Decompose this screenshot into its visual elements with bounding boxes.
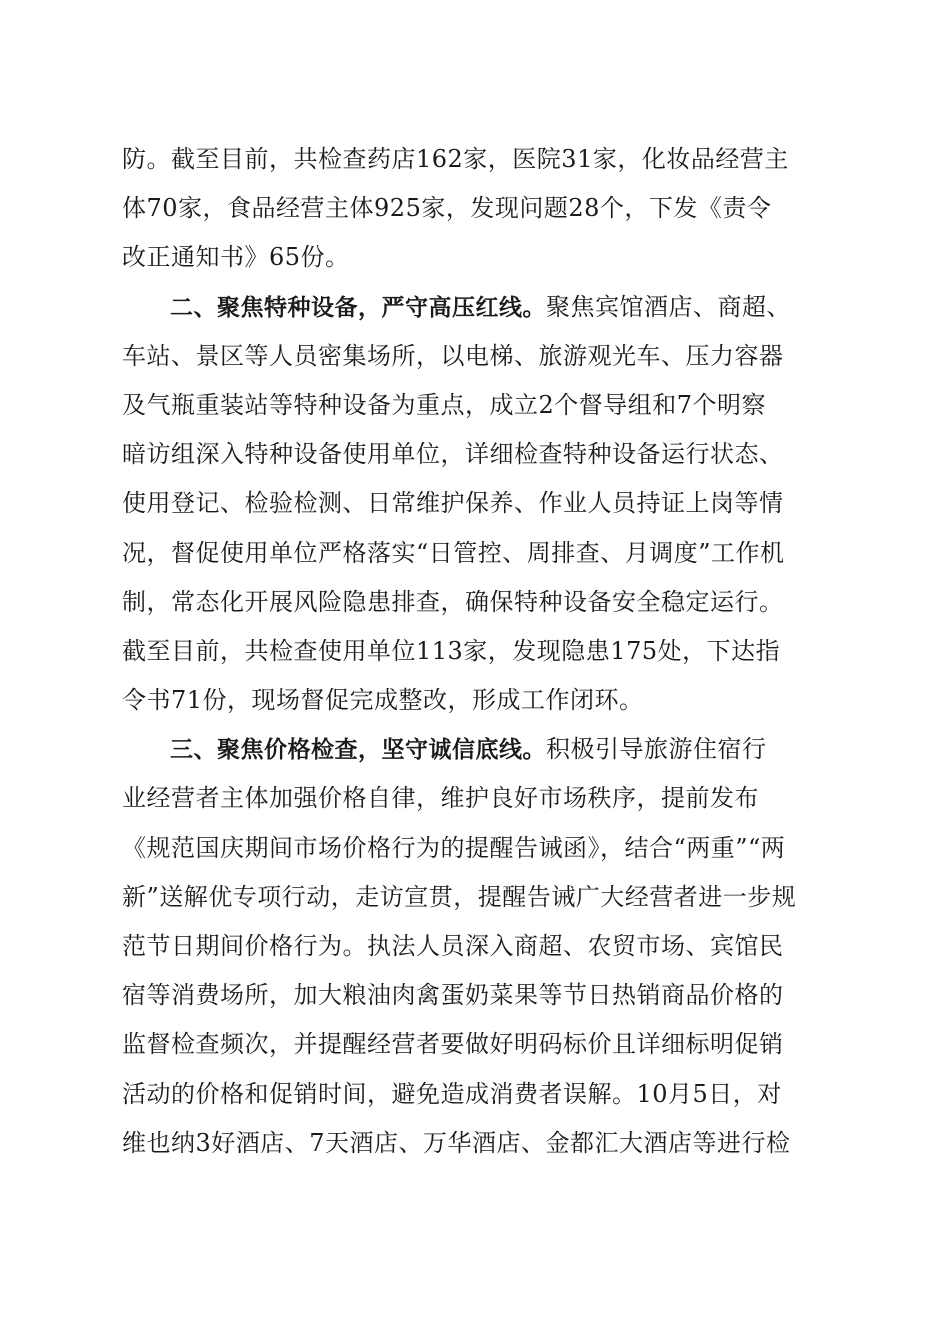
line-text: 令书71份，现场督促完成整改，形成工作闭环。 — [122, 686, 644, 715]
paragraph-line — [122, 1119, 842, 1168]
paragraph-line — [122, 578, 842, 627]
paragraph-line — [122, 332, 842, 381]
section-heading-special-equipment: 二、聚焦特种设备，严守高压红线。 — [170, 294, 546, 321]
paragraph-line — [122, 774, 842, 823]
paragraph-line — [122, 529, 842, 578]
paragraph-line — [122, 135, 842, 184]
paragraph-line — [122, 1020, 842, 1069]
line-text: 防。截至目前，共检查药店162家，医院31家，化妆品经营主 — [122, 145, 789, 173]
paragraph-line — [122, 725, 842, 774]
paragraph-line — [122, 381, 842, 430]
paragraph-line — [122, 479, 842, 528]
line-text: 改正通知书》65份。 — [122, 243, 350, 272]
line-text: 截至目前，共检查使用单位113家，发现隐患175处，下达指 — [122, 636, 781, 665]
paragraph-line — [122, 873, 842, 922]
line-text: 车站、景区等人员密集场所，以电梯、旅游观光车、压力容器 — [122, 341, 784, 370]
paragraph-line — [122, 184, 842, 233]
paragraph-line — [122, 676, 842, 725]
line-text: 新”送解优专项行动，走访宣贯，提醒告诫广大经营者进一步规 — [122, 882, 797, 911]
paragraph-line — [122, 430, 842, 479]
paragraph-line — [122, 971, 842, 1020]
paragraph-line — [122, 233, 842, 282]
paragraph-line — [122, 824, 842, 873]
paragraph-line — [122, 1070, 842, 1119]
document-body — [122, 135, 842, 1168]
paragraph-line — [122, 627, 842, 676]
section-heading-price-inspection: 三、聚焦价格检查，坚守诚信底线。 — [170, 737, 546, 764]
line-text: 况，督促使用单位严格落实“日管控、周排查、月调度”工作机 — [122, 538, 785, 567]
line-text: 暗访组深入特种设备使用单位，详细检查特种设备运行状态、 — [122, 440, 784, 469]
line-text: 监督检查频次，并提醒经营者要做好明码标价且详细标明促销 — [122, 1030, 784, 1059]
line-text: 活动的价格和促销时间，避免造成消费者误解。10月5日，对 — [122, 1079, 782, 1108]
line-text: 范节日期间价格行为。执法人员深入商超、农贸市场、宾馆民 — [122, 932, 784, 960]
line-text: 使用登记、检验检测、日常维护保养、作业人员持证上岗等情 — [122, 489, 784, 518]
paragraph-line — [122, 283, 842, 332]
paragraph-line — [122, 922, 842, 971]
line-text: 制，常态化开展风险隐患排查，确保特种设备安全稳定运行。 — [122, 587, 784, 616]
line-text: 业经营者主体加强价格自律，维护良好市场秩序，提前发布 — [122, 784, 759, 813]
line-text: 体70家，食品经营主体925家，发现问题28个，下发《责令 — [122, 194, 772, 223]
line-text: 宿等消费场所，加大粮油肉禽蛋奶菜果等节日热销商品价格的 — [122, 981, 784, 1010]
line-text: 聚焦宾馆酒店、商超、 — [546, 292, 791, 321]
line-text: 及气瓶重装站等特种设备为重点，成立2个督导组和7个明察 — [122, 390, 767, 419]
line-text: 《规范国庆期间市场价格行为的提醒告诫函》，结合“两重”“两 — [122, 833, 786, 862]
line-text: 积极引导旅游住宿行 — [546, 735, 767, 764]
line-text: 维也纳3好酒店、7天酒店、万华酒店、金都汇大酒店等进行检 — [122, 1128, 791, 1157]
